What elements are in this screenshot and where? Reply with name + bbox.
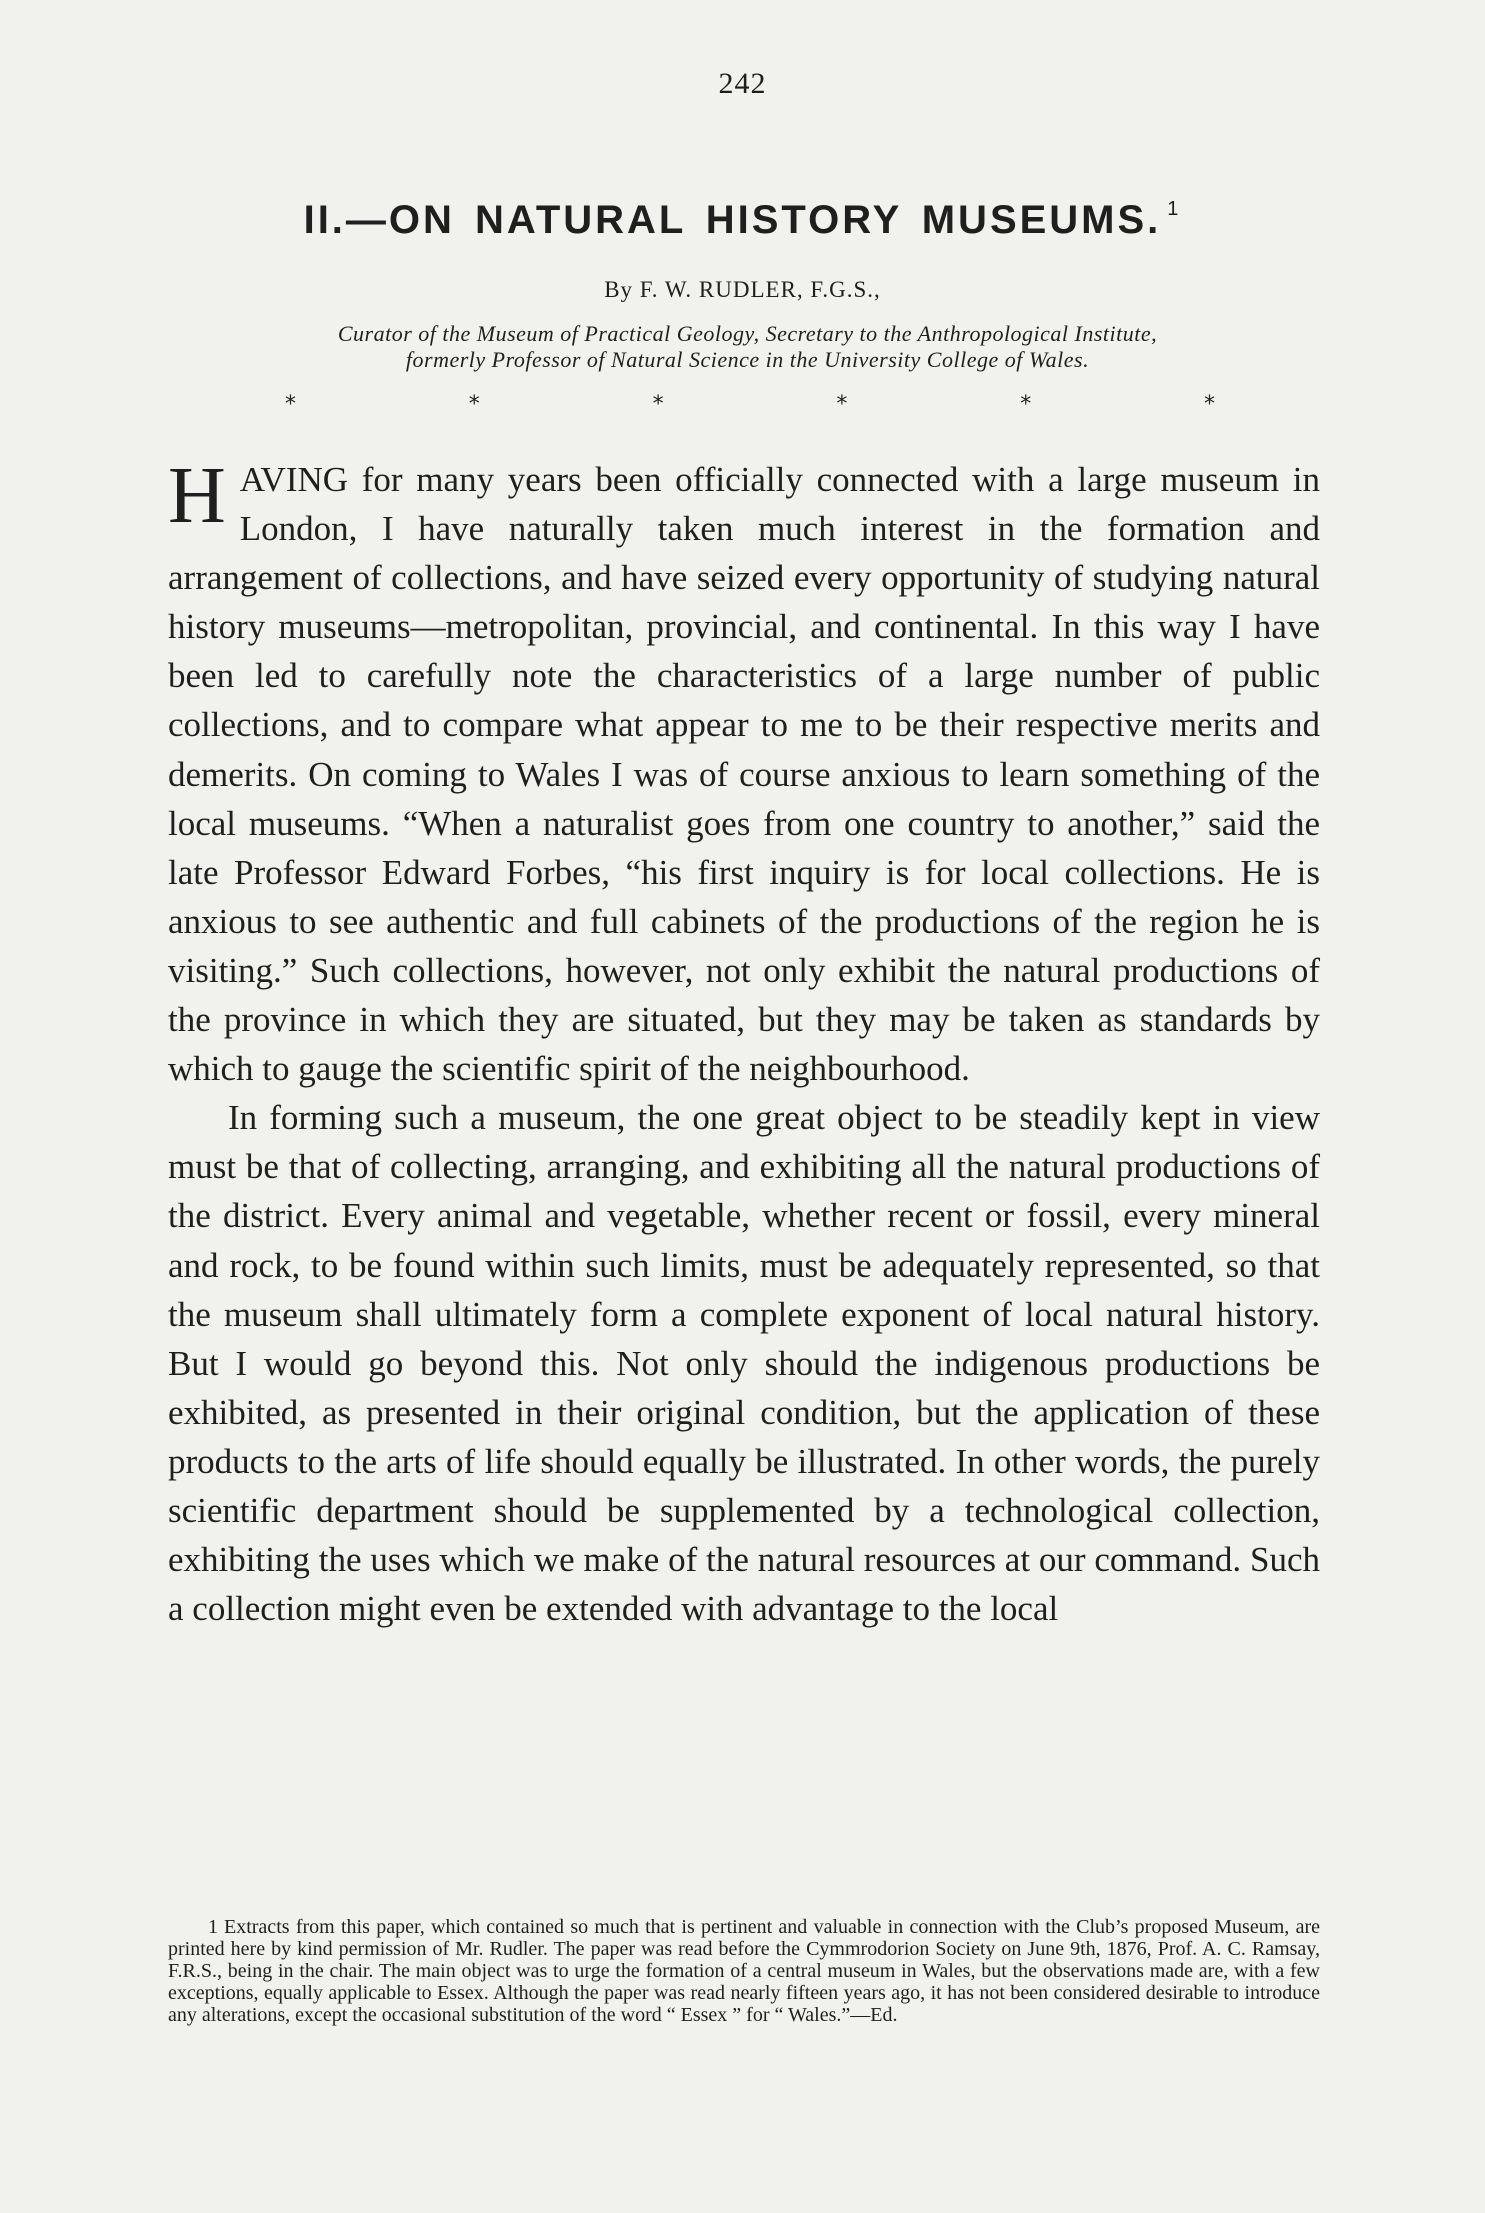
affiliation-line-2: formerly Professor of Natural Science in the University College of Wales. <box>405 347 1090 372</box>
article-body <box>168 452 1320 1633</box>
separator-asterisk: * <box>1020 392 1032 417</box>
paragraph-1 <box>168 452 1320 1093</box>
separator-asterisk: * <box>652 392 664 417</box>
footnote-text: Extracts from this paper, which contained so much that is pertinent and valuable in connection with the Club’s proposed Museum, are printed here by kind permission of Mr. Rudler. The paper was read before the Cymmrodorion Society on June 9th, 1876, Prof. A. C. Ramsay, F.R.S., being in the chair. The main object was to urge the formation of a central museum in Wales, but the observations made are, with a few exceptions, equally applicable to Essex. Although the paper was read nearly fifteen years ago, it has not been considered desirable to introduce any alterations, except the occasional substitution of the word “ Essex ” for “ Wales.”—Ed. <box>168 1916 1320 2026</box>
footnote-mark: 1 <box>208 1916 218 1938</box>
separator-asterisk: * <box>285 392 296 417</box>
paragraph-2: In forming such a museum, the one great object to be steadily kept in view must be that of collecting, arranging, and exhibiting all the natural productions of the district. Every animal and vegetable, whether recent or fossil, every mineral and rock, to be found within such limits, must be adequately represented, so that the museum shall ultimately form a complete exponent of local natural history. But I would go beyond this. Not only should the indigenous productions be exhibited, as presented in their original condition, but the application of these products to the arts of life should equally be illustrated. In other words, the purely scientific department should be supplemented by a technological collection, exhibiting the uses which we make of the natural resources at our command. Such a collection might even be extended with advantage to the local <box>168 1098 1320 1629</box>
separator-asterisk: * <box>1203 392 1215 417</box>
author-affiliation <box>175 321 1320 373</box>
affiliation-line-1: Curator of the Museum of Practical Geology, Secretary to the Anthropological Institute, <box>337 321 1158 346</box>
section-separator <box>285 392 1215 417</box>
footnote <box>168 1916 1320 2026</box>
separator-asterisk: * <box>836 392 848 417</box>
page-number: 242 <box>718 67 767 100</box>
title-footnote-mark: 1 <box>1167 197 1182 220</box>
article-title <box>0 198 1485 243</box>
author-byline: By F. W. RUDLER, F.G.S., <box>604 277 881 302</box>
article-title-text: II.—ON NATURAL HISTORY MUSEUMS. <box>303 198 1162 242</box>
drop-cap: H <box>168 452 226 540</box>
separator-asterisk: * <box>468 392 480 417</box>
paragraph-1-text: AVING for many years been officially connected with a large museum in London, I have naturally taken much interest in the formation and arrangement of collections, and have seized every opportunity of studying natural history museums—metropolitan, provincial, and continental. In this way I have been led to carefully note the characteristics of a large number of public collections, and to compare what appear to me to be their respective merits and demerits. On coming to Wales I was of course anxious to learn something of the local museums. “When a naturalist goes from one country to another,” said the late Professor Edward Forbes, “his first inquiry is for local collections. He is anxious to see authentic and full cabinets of the productions of the region he is visiting.” Such collections, however, not only exhibit the natural productions of the province in which they are situated, but they may be taken as standards by which to gauge the scientific spirit of the neighbourhood. <box>168 460 1320 1089</box>
